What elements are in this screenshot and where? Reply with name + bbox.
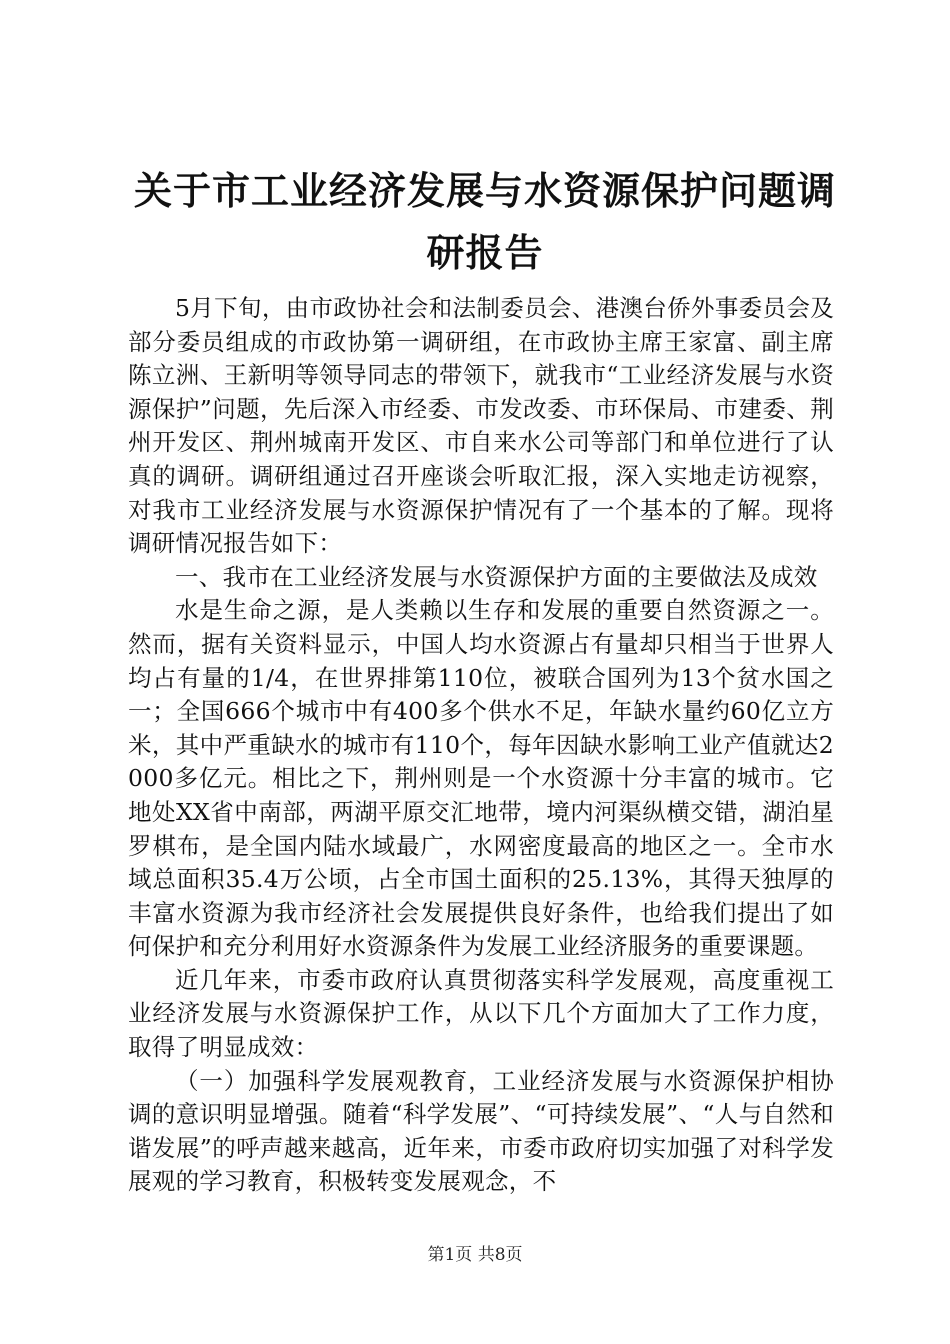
- paragraph-item-one: （一）加强科学发展观教育，工业经济发展与水资源保护相协调的意识明显增强。随着“科学发展”、“可持续发展”、“人与自然和谐发展”的呼声越来越高，近年来，市委市政府切实加强了对科学发展观的学习教育，积极转变发展观念，不: [128, 1066, 834, 1196]
- document-title: 关于市工业经济发展与水资源保护问题调研报告: [133, 168, 836, 275]
- paragraph-section-heading: 一、我市在工业经济发展与水资源保护方面的主要做法及成效: [175, 562, 818, 591]
- document-body: [128, 292, 834, 1199]
- page-footer: 第1页 共8页: [427, 1245, 523, 1265]
- paragraph-recent-years: 近几年来，市委市政府认真贯彻落实科学发展观，高度重视工业经济发展与水资源保护工作，从以下几个方面加大了工作力度，取得了明显成效：: [128, 965, 834, 1062]
- paragraph-water-resources: 水是生命之源，是人类赖以生存和发展的重要自然资源之一。然而，据有关资料显示，中国人均水资源占有量却只相当于世界人均占有量的1/4，在世界排第110位，被联合国列为13个贫水国之一；全国666个城市中有400多个供水不足，年缺水量约60亿立方米，其中严重缺水的城市有110个，每年因缺水影响工业产值就达2000多亿元。相比之下，荆州则是一个水资源十分丰富的城市。它地处XX省中南部，两湖平原交汇地带，境内河渠纵横交错，湖泊星罗棋布，是全国内陆水域最广，水网密度最高的地区之一。全市水域总面积35.4万公顷，占全市国土面积的25.13%，其得天独厚的丰富水资源为我市经济社会发展提供良好条件，也给我们提出了如何保护和充分利用好水资源条件为发展工业经济服务的重要课题。: [128, 596, 834, 961]
- paragraph-intro: 5月下旬，由市政协社会和法制委员会、港澳台侨外事委员会及部分委员组成的市政协第一调研组，在市政协主席王家富、副主席陈立洲、王新明等领导同志的带领下，就我市“工业经济发展与水资源保护”问题，先后深入市经委、市发改委、市环保局、市建委、荆州开发区、荆州城南开发区、市自来水公司等部门和单位进行了认真的调研。调研组通过召开座谈会听取汇报，深入实地走访视察，对我市工业经济发展与水资源保护情况有了一个基本的了解。现将调研情况报告如下：: [128, 294, 834, 558]
